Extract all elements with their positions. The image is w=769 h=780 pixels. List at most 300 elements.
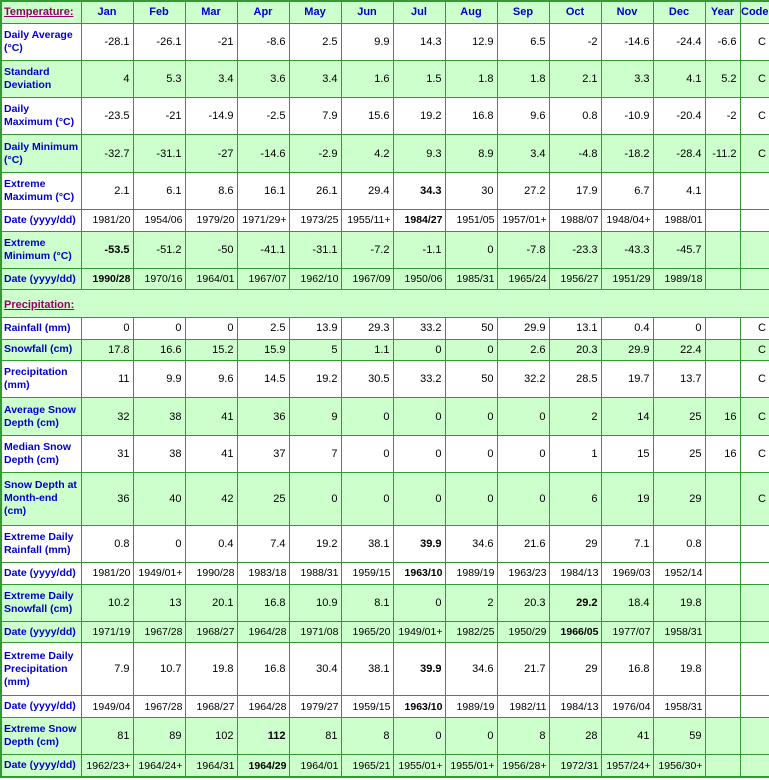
data-cell: 0 xyxy=(393,472,445,525)
data-cell: 1951/29 xyxy=(601,268,653,290)
data-cell: 15.6 xyxy=(341,98,393,135)
data-cell: 29.9 xyxy=(497,317,549,339)
data-cell: 29.3 xyxy=(341,317,393,339)
data-cell: 31 xyxy=(81,435,133,472)
data-cell: 50 xyxy=(445,317,497,339)
data-cell: 1989/19 xyxy=(445,562,497,584)
data-cell: 1979/27 xyxy=(289,696,341,718)
data-cell: 16.6 xyxy=(133,339,185,361)
data-cell: 0 xyxy=(393,435,445,472)
data-cell: 38.1 xyxy=(341,525,393,562)
data-cell: 10.2 xyxy=(81,584,133,621)
data-cell: 0 xyxy=(653,317,705,339)
year-cell xyxy=(705,339,740,361)
table-row xyxy=(1,696,769,718)
data-cell: 1959/15 xyxy=(341,562,393,584)
data-cell: 1989/18 xyxy=(653,268,705,290)
column-header-dec: Dec xyxy=(653,1,705,23)
year-cell xyxy=(705,231,740,268)
data-cell: 17.8 xyxy=(81,339,133,361)
data-cell: 0 xyxy=(445,717,497,754)
data-cell: 1957/01+ xyxy=(497,209,549,231)
data-cell: -23.5 xyxy=(81,98,133,135)
temperature-link[interactable]: Temperature: xyxy=(4,5,74,18)
row-label: Extreme Snow Depth (cm) xyxy=(1,717,81,754)
column-header-code: Code xyxy=(740,1,769,23)
data-cell: 1957/24+ xyxy=(601,755,653,777)
data-cell: 1963/10 xyxy=(393,696,445,718)
year-cell: 16 xyxy=(705,435,740,472)
data-cell: 0.8 xyxy=(549,98,601,135)
data-cell: 1967/07 xyxy=(237,268,289,290)
code-cell: C xyxy=(740,398,769,435)
data-cell: 1984/13 xyxy=(549,696,601,718)
data-cell: -53.5 xyxy=(81,231,133,268)
data-cell: 1 xyxy=(549,435,601,472)
table-row xyxy=(1,317,769,339)
data-cell: 1964/24+ xyxy=(133,755,185,777)
column-header-aug: Aug xyxy=(445,1,497,23)
data-cell: 39.9 xyxy=(393,643,445,696)
year-cell xyxy=(705,621,740,643)
data-cell: 1963/10 xyxy=(393,562,445,584)
row-label: Daily Average (°C) xyxy=(1,23,81,60)
data-cell: 29 xyxy=(653,472,705,525)
data-cell: 1964/01 xyxy=(185,268,237,290)
data-cell: 0.8 xyxy=(653,525,705,562)
data-cell: 5 xyxy=(289,339,341,361)
data-cell: 1958/31 xyxy=(653,621,705,643)
code-cell: C xyxy=(740,361,769,398)
data-cell: 38.1 xyxy=(341,643,393,696)
data-cell: 6.1 xyxy=(133,172,185,209)
data-cell: 1.6 xyxy=(341,60,393,97)
data-cell: -51.2 xyxy=(133,231,185,268)
data-cell: 19.8 xyxy=(653,643,705,696)
data-cell: 29.9 xyxy=(601,339,653,361)
data-cell: -32.7 xyxy=(81,135,133,172)
data-cell: 1981/20 xyxy=(81,562,133,584)
data-cell: -41.1 xyxy=(237,231,289,268)
year-cell xyxy=(705,209,740,231)
data-cell: 1985/31 xyxy=(445,268,497,290)
data-cell: 0 xyxy=(445,435,497,472)
data-cell: 1988/01 xyxy=(653,209,705,231)
data-cell: -8.6 xyxy=(237,23,289,60)
data-cell: 0 xyxy=(445,339,497,361)
data-cell: 1976/04 xyxy=(601,696,653,718)
data-cell: 1956/27 xyxy=(549,268,601,290)
data-cell: 6.7 xyxy=(601,172,653,209)
code-cell: C xyxy=(740,60,769,97)
data-cell: 1967/28 xyxy=(133,696,185,718)
data-cell: 1964/01 xyxy=(289,755,341,777)
data-cell: 6 xyxy=(549,472,601,525)
data-cell: 1962/10 xyxy=(289,268,341,290)
data-cell: 1973/25 xyxy=(289,209,341,231)
data-cell: 0 xyxy=(445,398,497,435)
data-cell: 13.9 xyxy=(289,317,341,339)
data-cell: 89 xyxy=(133,717,185,754)
data-cell: 1982/11 xyxy=(497,696,549,718)
data-cell: 19.2 xyxy=(289,525,341,562)
data-cell: 1963/23 xyxy=(497,562,549,584)
data-cell: 11 xyxy=(81,361,133,398)
data-cell: 20.3 xyxy=(497,584,549,621)
data-cell: 0 xyxy=(393,339,445,361)
table-row xyxy=(1,361,769,398)
code-cell xyxy=(740,268,769,290)
precipitation-section-row xyxy=(1,290,769,318)
data-cell: 1949/04 xyxy=(81,696,133,718)
data-cell: 1950/06 xyxy=(393,268,445,290)
data-cell: 4.1 xyxy=(653,60,705,97)
code-cell xyxy=(740,717,769,754)
row-label: Rainfall (mm) xyxy=(1,317,81,339)
column-header-oct: Oct xyxy=(549,1,601,23)
row-label: Standard Deviation xyxy=(1,60,81,97)
column-header-may: May xyxy=(289,1,341,23)
code-cell: C xyxy=(740,23,769,60)
precipitation-link[interactable]: Precipitation: xyxy=(4,298,75,311)
year-cell xyxy=(705,317,740,339)
code-cell: C xyxy=(740,472,769,525)
data-cell: 2.1 xyxy=(549,60,601,97)
data-cell: 15 xyxy=(601,435,653,472)
data-cell: 1955/01+ xyxy=(393,755,445,777)
table-row xyxy=(1,525,769,562)
data-cell: 1962/23+ xyxy=(81,755,133,777)
data-cell: 7.9 xyxy=(81,643,133,696)
row-label: Date (yyyy/dd) xyxy=(1,755,81,777)
data-cell: 13.7 xyxy=(653,361,705,398)
data-cell: 1971/19 xyxy=(81,621,133,643)
data-cell: 0 xyxy=(497,472,549,525)
data-cell: 1984/27 xyxy=(393,209,445,231)
table-row xyxy=(1,472,769,525)
data-cell: 0 xyxy=(393,584,445,621)
data-cell: 21.6 xyxy=(497,525,549,562)
column-header-apr: Apr xyxy=(237,1,289,23)
data-cell: 1964/28 xyxy=(237,696,289,718)
data-cell: -14.6 xyxy=(237,135,289,172)
data-cell: 7 xyxy=(289,435,341,472)
data-cell: 81 xyxy=(289,717,341,754)
code-cell xyxy=(740,755,769,777)
table-header-row xyxy=(1,1,769,23)
table-row xyxy=(1,562,769,584)
data-cell: 19.2 xyxy=(289,361,341,398)
data-cell: 41 xyxy=(185,398,237,435)
data-cell: 16.1 xyxy=(237,172,289,209)
data-cell: 1971/08 xyxy=(289,621,341,643)
data-cell: 1988/07 xyxy=(549,209,601,231)
data-cell: 1.8 xyxy=(497,60,549,97)
data-cell: 25 xyxy=(653,398,705,435)
data-cell: 22.4 xyxy=(653,339,705,361)
data-cell: 1964/28 xyxy=(237,621,289,643)
table-row xyxy=(1,339,769,361)
data-cell: 1966/05 xyxy=(549,621,601,643)
table-row xyxy=(1,98,769,135)
year-cell xyxy=(705,755,740,777)
data-cell: 1967/09 xyxy=(341,268,393,290)
column-header-mar: Mar xyxy=(185,1,237,23)
data-cell: 27.2 xyxy=(497,172,549,209)
data-cell: 0 xyxy=(133,525,185,562)
data-cell: -4.8 xyxy=(549,135,601,172)
data-cell: 4 xyxy=(81,60,133,97)
data-cell: 2.6 xyxy=(497,339,549,361)
data-cell: 41 xyxy=(601,717,653,754)
data-cell: 2.1 xyxy=(81,172,133,209)
year-cell xyxy=(705,717,740,754)
data-cell: 19.8 xyxy=(185,643,237,696)
data-cell: 1.8 xyxy=(445,60,497,97)
data-cell: 30 xyxy=(445,172,497,209)
table-row xyxy=(1,135,769,172)
data-cell: 10.7 xyxy=(133,643,185,696)
code-cell: C xyxy=(740,317,769,339)
data-cell: 9.6 xyxy=(185,361,237,398)
row-label: Extreme Daily Precipitation (mm) xyxy=(1,643,81,696)
data-cell: -21 xyxy=(133,98,185,135)
row-label: Extreme Maximum (°C) xyxy=(1,172,81,209)
data-cell: -10.9 xyxy=(601,98,653,135)
data-cell: 1969/03 xyxy=(601,562,653,584)
data-cell: 16.8 xyxy=(237,584,289,621)
data-cell: 29 xyxy=(549,525,601,562)
data-cell: 14.5 xyxy=(237,361,289,398)
data-cell: 38 xyxy=(133,398,185,435)
year-cell: -6.6 xyxy=(705,23,740,60)
data-cell: 0.4 xyxy=(185,525,237,562)
data-cell: 7.9 xyxy=(289,98,341,135)
data-cell: 0 xyxy=(497,435,549,472)
data-cell: -7.2 xyxy=(341,231,393,268)
column-header-jan: Jan xyxy=(81,1,133,23)
table-row xyxy=(1,268,769,290)
data-cell: -31.1 xyxy=(289,231,341,268)
data-cell: 0 xyxy=(289,472,341,525)
data-cell: 20.3 xyxy=(549,339,601,361)
data-cell: 1951/05 xyxy=(445,209,497,231)
data-cell: -2.9 xyxy=(289,135,341,172)
data-cell: 1955/01+ xyxy=(445,755,497,777)
data-cell: -2.5 xyxy=(237,98,289,135)
code-cell xyxy=(740,562,769,584)
table-row xyxy=(1,643,769,696)
data-cell: 9 xyxy=(289,398,341,435)
data-cell: -18.2 xyxy=(601,135,653,172)
year-cell xyxy=(705,562,740,584)
data-cell: 81 xyxy=(81,717,133,754)
data-cell: 39.9 xyxy=(393,525,445,562)
data-cell: 29.2 xyxy=(549,584,601,621)
data-cell: 0.8 xyxy=(81,525,133,562)
data-cell: 1956/28+ xyxy=(497,755,549,777)
data-cell: 1977/07 xyxy=(601,621,653,643)
year-cell xyxy=(705,268,740,290)
data-cell: -21 xyxy=(185,23,237,60)
data-cell: 38 xyxy=(133,435,185,472)
table-row xyxy=(1,231,769,268)
data-cell: 112 xyxy=(237,717,289,754)
data-cell: 0 xyxy=(81,317,133,339)
data-cell: 34.3 xyxy=(393,172,445,209)
data-cell: -2 xyxy=(549,23,601,60)
data-cell: 13.1 xyxy=(549,317,601,339)
data-cell: 1956/30+ xyxy=(653,755,705,777)
code-cell: C xyxy=(740,435,769,472)
year-cell xyxy=(705,696,740,718)
data-cell: 3.6 xyxy=(237,60,289,97)
data-cell: 0 xyxy=(341,398,393,435)
data-cell: 1959/15 xyxy=(341,696,393,718)
data-cell: -24.4 xyxy=(653,23,705,60)
data-cell: 1988/31 xyxy=(289,562,341,584)
data-cell: 14.3 xyxy=(393,23,445,60)
year-cell: 5.2 xyxy=(705,60,740,97)
data-cell: 8.9 xyxy=(445,135,497,172)
data-cell: 34.6 xyxy=(445,643,497,696)
precipitation-section-cell xyxy=(1,290,769,318)
code-cell xyxy=(740,525,769,562)
data-cell: 1958/31 xyxy=(653,696,705,718)
data-cell: 33.2 xyxy=(393,317,445,339)
data-cell: 2 xyxy=(445,584,497,621)
table-row xyxy=(1,584,769,621)
data-cell: -14.9 xyxy=(185,98,237,135)
data-cell: 3.4 xyxy=(185,60,237,97)
data-cell: 32.2 xyxy=(497,361,549,398)
row-label: Date (yyyy/dd) xyxy=(1,209,81,231)
data-cell: -23.3 xyxy=(549,231,601,268)
data-cell: 28 xyxy=(549,717,601,754)
data-cell: 16.8 xyxy=(601,643,653,696)
column-header-year: Year xyxy=(705,1,740,23)
data-cell: 1950/29 xyxy=(497,621,549,643)
data-cell: 1981/20 xyxy=(81,209,133,231)
row-label: Average Snow Depth (cm) xyxy=(1,398,81,435)
data-cell: 19 xyxy=(601,472,653,525)
column-header-jul: Jul xyxy=(393,1,445,23)
data-cell: 16.8 xyxy=(237,643,289,696)
data-cell: 41 xyxy=(185,435,237,472)
data-cell: 1964/29 xyxy=(237,755,289,777)
data-cell: 1983/18 xyxy=(237,562,289,584)
data-cell: -7.8 xyxy=(497,231,549,268)
year-cell xyxy=(705,525,740,562)
year-cell: 16 xyxy=(705,398,740,435)
data-cell: 1952/14 xyxy=(653,562,705,584)
data-cell: 1955/11+ xyxy=(341,209,393,231)
data-cell: 2.5 xyxy=(289,23,341,60)
data-cell: -1.1 xyxy=(393,231,445,268)
data-cell: 30.5 xyxy=(341,361,393,398)
data-cell: 5.3 xyxy=(133,60,185,97)
row-label: Snowfall (cm) xyxy=(1,339,81,361)
table-row xyxy=(1,621,769,643)
data-cell: 1.1 xyxy=(341,339,393,361)
data-cell: 25 xyxy=(237,472,289,525)
code-cell xyxy=(740,643,769,696)
data-cell: 8 xyxy=(341,717,393,754)
year-cell: -2 xyxy=(705,98,740,135)
data-cell: 36 xyxy=(237,398,289,435)
data-cell: 9.6 xyxy=(497,98,549,135)
data-cell: 32 xyxy=(81,398,133,435)
data-cell: -27 xyxy=(185,135,237,172)
code-cell xyxy=(740,621,769,643)
data-cell: 0 xyxy=(497,398,549,435)
data-cell: 3.4 xyxy=(497,135,549,172)
table-row xyxy=(1,172,769,209)
data-cell: 1965/24 xyxy=(497,268,549,290)
code-cell xyxy=(740,209,769,231)
data-cell: 0 xyxy=(445,472,497,525)
data-cell: 0 xyxy=(341,472,393,525)
data-cell: 1990/28 xyxy=(81,268,133,290)
data-cell: 6.5 xyxy=(497,23,549,60)
data-cell: -50 xyxy=(185,231,237,268)
data-cell: 1949/01+ xyxy=(133,562,185,584)
table-row xyxy=(1,755,769,777)
data-cell: 1948/04+ xyxy=(601,209,653,231)
data-cell: 0 xyxy=(393,717,445,754)
data-cell: 1971/29+ xyxy=(237,209,289,231)
table-row xyxy=(1,60,769,97)
row-label: Daily Maximum (°C) xyxy=(1,98,81,135)
data-cell: 21.7 xyxy=(497,643,549,696)
data-cell: 8.1 xyxy=(341,584,393,621)
data-cell: 1965/20 xyxy=(341,621,393,643)
data-cell: 9.9 xyxy=(341,23,393,60)
code-cell: C xyxy=(740,98,769,135)
data-cell: 1990/28 xyxy=(185,562,237,584)
data-cell: 26.1 xyxy=(289,172,341,209)
row-label: Snow Depth at Month-end (cm) xyxy=(1,472,81,525)
row-label: Date (yyyy/dd) xyxy=(1,562,81,584)
data-cell: 9.9 xyxy=(133,361,185,398)
data-cell: 1954/06 xyxy=(133,209,185,231)
code-cell xyxy=(740,172,769,209)
row-label: Precipitation (mm) xyxy=(1,361,81,398)
data-cell: -28.4 xyxy=(653,135,705,172)
code-cell xyxy=(740,696,769,718)
data-cell: 16.8 xyxy=(445,98,497,135)
temperature-section-cell xyxy=(1,1,81,23)
data-cell: 1972/31 xyxy=(549,755,601,777)
data-cell: 8.6 xyxy=(185,172,237,209)
data-cell: 19.7 xyxy=(601,361,653,398)
data-cell: -14.6 xyxy=(601,23,653,60)
data-cell: 1.5 xyxy=(393,60,445,97)
data-cell: 0 xyxy=(393,398,445,435)
data-cell: 0 xyxy=(445,231,497,268)
data-cell: 30.4 xyxy=(289,643,341,696)
data-cell: 1967/28 xyxy=(133,621,185,643)
data-cell: 10.9 xyxy=(289,584,341,621)
data-cell: 20.1 xyxy=(185,584,237,621)
data-cell: 0 xyxy=(341,435,393,472)
column-header-jun: Jun xyxy=(341,1,393,23)
data-cell: -31.1 xyxy=(133,135,185,172)
row-label: Date (yyyy/dd) xyxy=(1,268,81,290)
column-header-feb: Feb xyxy=(133,1,185,23)
data-cell: 12.9 xyxy=(445,23,497,60)
row-label: Extreme Minimum (°C) xyxy=(1,231,81,268)
